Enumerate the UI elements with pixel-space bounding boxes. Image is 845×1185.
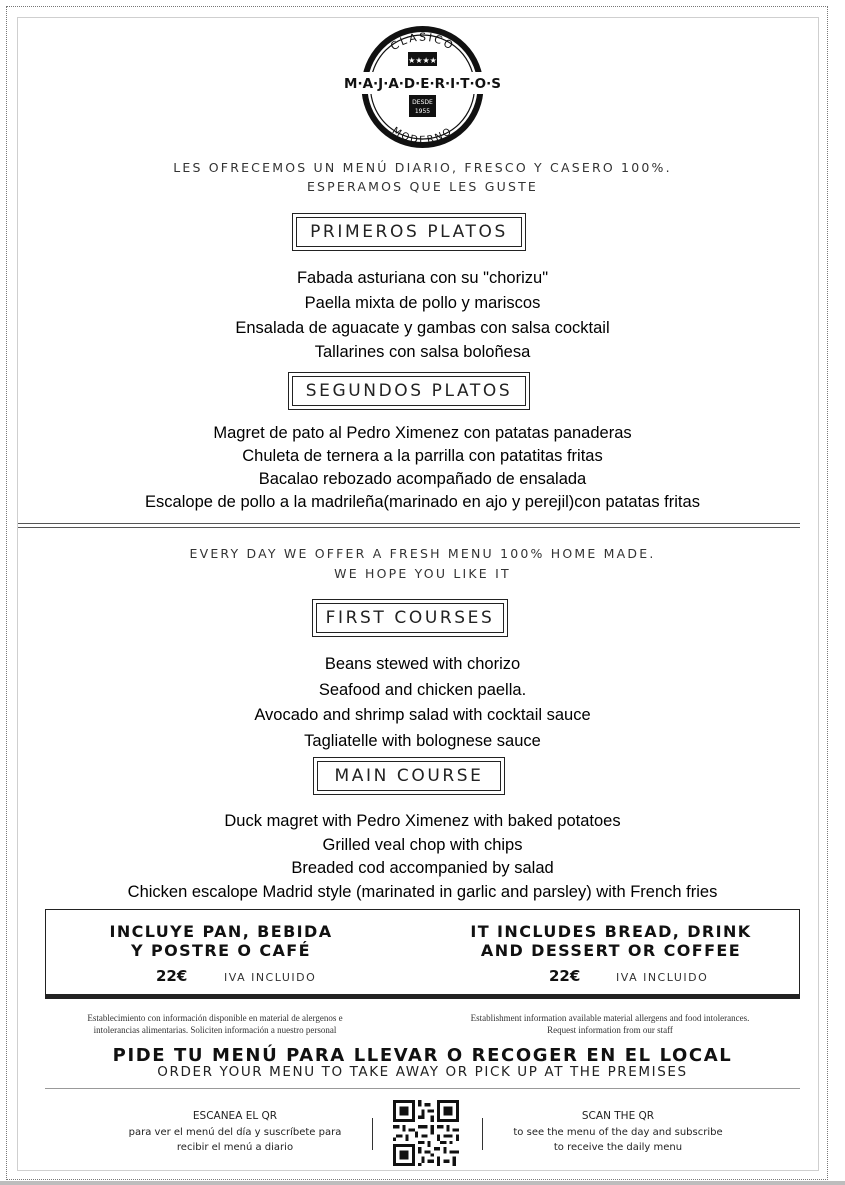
- price-spanish: 22€: [156, 967, 188, 985]
- allergen-note-english-line1: Establishment information available material allergens and food intolerances.: [470, 1013, 750, 1023]
- takeaway-subheading: ORDER YOUR MENU TO TAKE AWAY OR PICK UP AT THE PREMISES: [157, 1064, 688, 1080]
- allergen-note-spanish-line2: intolerancias alimentarias. Soliciten información a nuestro personal: [93, 1025, 337, 1035]
- takeaway-divider: [45, 1088, 800, 1089]
- qr-line1-english: to see the menu of the day and subscribe: [513, 1127, 723, 1138]
- dish-item: Tagliatelle with bolognese sauce: [304, 731, 541, 750]
- qr-line2-english: to receive the daily menu: [553, 1142, 683, 1153]
- logo-emblem-icon: [325, 20, 520, 155]
- includes-english-line2: AND DESSERT OR COFFEE: [480, 941, 742, 960]
- dish-item: Breaded cod accompanied by salad: [291, 859, 554, 878]
- logo-top-text: CLÁSICO: [388, 30, 457, 54]
- qr-text-spanish: [100, 1110, 370, 1155]
- section-title-main-course: [313, 757, 505, 795]
- section-title-first-courses: [312, 599, 508, 637]
- logo-stars: ★★★★: [408, 56, 437, 65]
- qr-text-english: [478, 1110, 758, 1155]
- dish-item: Bacalao rebozado acompañado de ensalada: [258, 470, 587, 488]
- includes-spanish-line1: INCLUYE PAN, BEBIDA: [109, 922, 333, 941]
- dish-item: Fabada asturiana con su "chorizu": [296, 269, 549, 287]
- dish-item: Beans stewed with chorizo: [324, 655, 521, 673]
- logo-brand: M·A·J·A·D·E·R·I·T·O·S: [344, 76, 501, 92]
- logo-bottom-text: MODERNO: [389, 125, 456, 147]
- section-title-segundos-label: SEGUNDOS PLATOS: [305, 381, 513, 401]
- vat-spanish: IVA INCLUIDO: [224, 971, 317, 984]
- includes-english: [446, 922, 776, 960]
- includes-spanish-line2: Y POSTRE O CAFÉ: [131, 941, 311, 960]
- english-tagline-line2: WE HOPE YOU LIKE IT: [334, 566, 511, 581]
- spanish-first-dishes: [0, 266, 845, 365]
- price-english: 22€: [549, 967, 581, 985]
- restaurant-logo: [325, 20, 520, 155]
- dish-item: Magret de pato al Pedro Ximenez con patatas panaderas: [213, 424, 632, 442]
- qr-separator-left: [372, 1118, 373, 1150]
- section-title-primeros-label: PRIMEROS PLATOS: [310, 222, 508, 242]
- qr-code-icon[interactable]: [393, 1100, 459, 1166]
- qr-line2-spanish: recibir el menú a diario: [176, 1142, 294, 1153]
- dish-item: Seafood and chicken paella.: [318, 680, 527, 699]
- qr-title-spanish: ESCANEA EL QR: [192, 1110, 278, 1122]
- section-title-main-course-label: MAIN COURSE: [334, 766, 484, 786]
- spanish-second-dishes: [0, 422, 845, 514]
- spanish-tagline-line1: LES OFRECEMOS UN MENÚ DIARIO, FRESCO Y CASERO 100%.: [173, 160, 672, 175]
- dish-item: Duck magret with Pedro Ximenez with baked potatoes: [224, 812, 621, 830]
- dish-item: Avocado and shrimp salad with cocktail sauce: [254, 706, 591, 724]
- dish-item: Ensalada de aguacate y gambas con salsa cocktail: [235, 318, 610, 337]
- logo-since-label: DESDE: [412, 99, 433, 106]
- qr-title-english: SCAN THE QR: [581, 1110, 655, 1122]
- vat-english: IVA INCLUIDO: [616, 971, 709, 984]
- english-tagline-line1: EVERY DAY WE OFFER A FRESH MENU 100% HOME MADE.: [189, 546, 656, 561]
- dish-item: Tallarines con salsa boloñesa: [314, 343, 531, 362]
- takeaway-heading: PIDE TU MENÚ PARA LLEVAR O RECOGER EN EL LOCAL: [112, 1045, 733, 1066]
- dish-item: Paella mixta de pollo y mariscos: [304, 293, 541, 312]
- dish-item: Chuleta de ternera a la parrilla con patatitas fritas: [242, 447, 603, 465]
- logo-since-year: 1955: [414, 108, 431, 115]
- dish-item: Grilled veal chop with chips: [322, 835, 523, 854]
- spanish-tagline-line2: ESPERAMOS QUE LES GUSTE: [306, 179, 539, 194]
- language-divider: [18, 523, 800, 528]
- allergen-note-english-line2: Request information from our staff: [547, 1025, 673, 1035]
- allergen-note-english: [430, 1012, 790, 1036]
- dish-item: Escalope de pollo a la madrileña(marinado en ajo y perejil)con patatas fritas: [145, 493, 700, 511]
- english-second-dishes: [0, 810, 845, 905]
- section-title-first-courses-label: FIRST COURSES: [325, 608, 495, 628]
- qr-line1-spanish: para ver el menú del día y suscríbete para: [128, 1127, 342, 1138]
- price-box: [45, 909, 800, 999]
- includes-spanish: [61, 922, 381, 960]
- section-title-primeros: [292, 213, 526, 251]
- english-first-dishes: [0, 652, 845, 754]
- allergen-note-spanish-line1: Establecimiento con información disponible en material de alergenos e: [87, 1013, 343, 1023]
- bottom-edge: [0, 1181, 845, 1185]
- allergen-note-spanish: [45, 1012, 385, 1036]
- section-title-segundos: [288, 372, 530, 410]
- includes-english-line1: IT INCLUDES BREAD, DRINK: [470, 922, 752, 941]
- dish-item: Chicken escalope Madrid style (marinated in garlic and parsley) with French fries: [127, 883, 718, 902]
